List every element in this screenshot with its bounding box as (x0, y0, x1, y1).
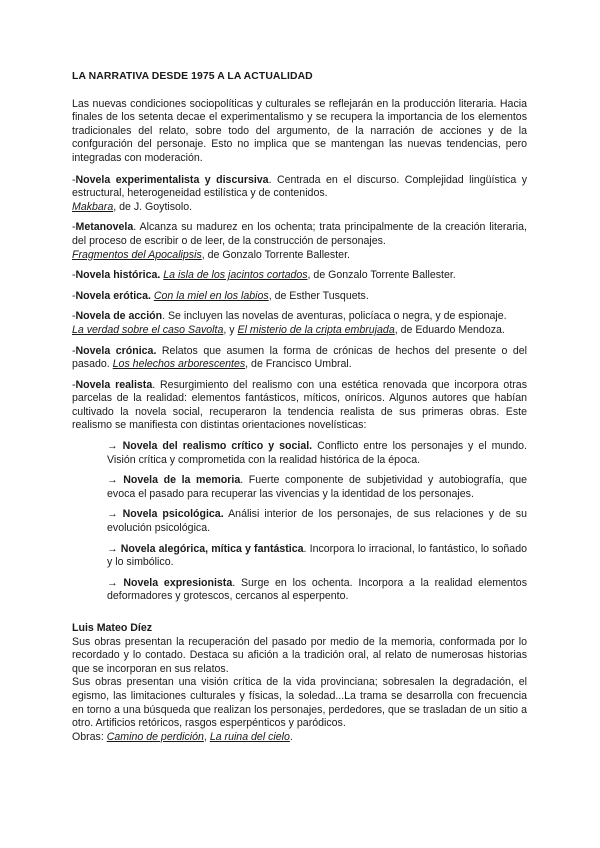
arrow-right-icon: → (107, 542, 121, 555)
type-label: Novela realista (75, 378, 153, 391)
type-metanovela: -Metanovela. Alcanza su madurez en los ochenta; trata principalmente de la creación literaria, del proceso de escribir o de leer, de la construcción de personajes. Fragmentos del Apocalipsis, de Gonzalo Torrente Ballester. (72, 221, 527, 261)
work-title: La isla de los jacintos cortados (163, 269, 308, 282)
intro-paragraph: Las nuevas condiciones sociopolíticas y culturales se reflejarán en la producción literaria. Hacia finales de los setenta decae el experimentalismo y se recupera la importancia de los elementos tradicionales del relato, sobre todo del argumento, de la narración de acciones y de la confguración del personaje. Esto no implica que se mantengan las nuevas tendencias, pero integradas con moderación. (72, 97, 527, 164)
type-experimental: -Novela experimentalista y discursiva. Centrada en el discurso. Complejidad lingüística y estructural, heterogeneidad estilística y de contenidos. Makbara, de J. Goytisolo. (72, 173, 527, 213)
author-works: Obras: Camino de perdición, La ruina del cielo. (72, 730, 293, 743)
subtype-psicologica: → Novela psicológica. Análisi interior de los personajes, de sus relaciones y de su evolución psicológica. (107, 508, 527, 535)
arrow-right-icon: → (107, 474, 124, 487)
author-heading: Luis Mateo Díez (72, 622, 153, 634)
type-label: Novela erótica. (75, 289, 151, 302)
subtype-alegorica: → Novela alegórica, mítica y fantástica. Incorpora lo irracional, lo fantástico, lo soñado y lo simbólico. (107, 542, 527, 569)
author-paragraph-2: Sus obras presentan una visión crítica de la vida provinciana; sobresalen la degradación, el egismo, las limitaciones culturales y físicas, la soledad...La trama se desarrolla con frecuencia en torno a una búsqueda que realizan los personajes, perdedores, que se trasladan de un sitio a otro. Artificios retóricos, rasgos esperpénticos y paródicos. (72, 676, 527, 730)
author-paragraph-1: Sus obras presentan la recuperación del pasado por medio de la memoria, conformada por lo recordado y lo contado. Destaca su afición a la tradición oral, al relato de numerosas historias que se incorporan en sus relatos. (72, 635, 527, 675)
type-cronica: -Novela crónica. Relatos que asumen la forma de crónicas de hechos del presente o del pasado. Los helechos arborescentes, de Francisco Umbral. (72, 344, 527, 371)
work-title: Los helechos arborescentes (112, 358, 246, 371)
subtype-memoria: → Novela de la memoria. Fuerte componente de subjetividad y autobiografía, que evoca el pasado para recuperar las vivencias y la identidad de los personajes. (107, 474, 527, 500)
subtype-expresionista: → Novela expresionista. Surge en los ochenta. Incorpora a la realidad elementos deformadores y grotescos, cercanos al esperpento. (107, 576, 527, 603)
subtype-realismo-critico: → Novela del realismo crítico y social. Conflicto entre los personajes y el mundo. Visión crítica y comprometida con la realidad histórica de la época. (107, 440, 528, 466)
work-title: Camino de perdición (106, 730, 204, 743)
arrow-right-icon: → (107, 508, 123, 521)
work-title: La verdad sobre el caso Savolta (72, 323, 224, 336)
type-label: Novela de acción (75, 310, 163, 323)
work-title: Con la miel en los labios (153, 289, 269, 302)
work-title: Makbara (72, 200, 114, 213)
subtype-label: Novela psicológica. (122, 508, 224, 521)
type-label: Metanovela (75, 221, 134, 234)
type-label: Novela experimentalista y discursiva (75, 173, 269, 186)
document-title: LA NARRATIVA DESDE 1975 A LA ACTUALIDAD (72, 71, 313, 82)
type-erotica: -Novela erótica. Con la miel en los labios, de Esther Tusquets. (72, 289, 369, 302)
work-title: El misterio de la cripta embrujada (237, 323, 395, 336)
subtype-label: Novela alegórica, mítica y fantástica (120, 542, 304, 555)
work-title: La ruina del cielo (209, 730, 290, 743)
arrow-right-icon: → (107, 440, 123, 453)
type-label: Novela histórica. (75, 269, 161, 282)
type-accion: -Novela de acción. Se incluyen las novelas de aventuras, policíaca o negra, y de espionaje. La verdad sobre el caso Savolta, y El misterio de la cripta embrujada, de Eduardo Mendoza. (72, 310, 507, 336)
type-historica: -Novela histórica. La isla de los jacintos cortados, de Gonzalo Torrente Ballester. (72, 269, 456, 282)
subtype-label: Novela de la memoria (123, 474, 241, 487)
document-page (72, 70, 527, 744)
type-realista: -Novela realista. Resurgimiento del realismo con una estética renovada que incorpora otras parcelas de la realidad: elementos fantásticos, míticos, oníricos. Algunos autores que habían cultivado la novela social, recuperaron la tendencia realista de sus primeras obras. Este realismo se manifiesta con distintas orientaciones novelísticas: (72, 378, 527, 432)
subtype-label: Novela del realismo crítico y social. (122, 440, 313, 453)
work-title: Fragmentos del Apocalipsis (72, 248, 202, 261)
type-label: Novela crónica. (75, 344, 157, 357)
arrow-right-icon: → (107, 576, 124, 589)
subtype-label: Novela expresionista (123, 576, 233, 589)
